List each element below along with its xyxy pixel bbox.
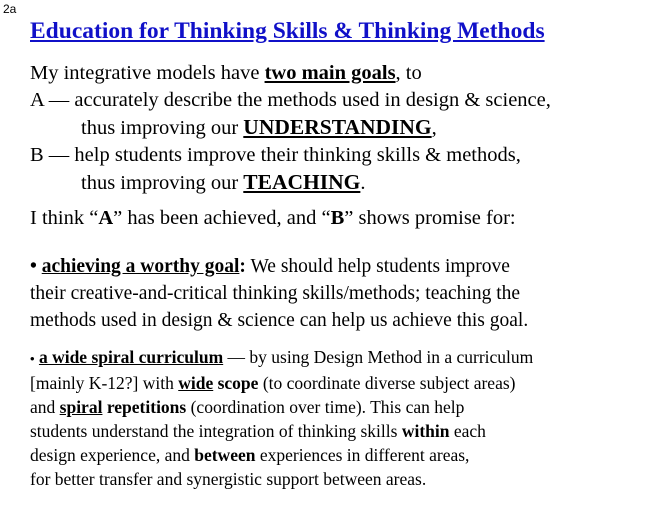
- bullet2-line-1: [30, 345, 533, 371]
- scope-text: scope: [213, 373, 259, 393]
- bullet1-line-1: [30, 253, 528, 280]
- within-text: within: [401, 421, 450, 441]
- understanding-text: UNDERSTANDING: [243, 115, 432, 139]
- bullet2-line-3: [30, 395, 533, 419]
- think-text-2: ” has been achieved, and “: [113, 207, 331, 229]
- goal-a-line-2: [30, 114, 551, 142]
- think-a-letter: A: [98, 207, 114, 229]
- bullet2-line-1-text: — by using Design Method in a curriculum: [223, 347, 534, 367]
- bullet-spiral-curriculum: [30, 345, 533, 491]
- goals-intro-line: [30, 60, 551, 87]
- goal-a-line-2-end: ,: [431, 117, 437, 139]
- bullet2-line-6: for better transfer and synergistic support between areas.: [30, 469, 427, 489]
- bullet1-line-3: methods used in design & science can help us achieve this goal.: [30, 310, 529, 331]
- think-text-3: ” shows promise for:: [344, 207, 516, 229]
- goal-a-line-1: A — accurately describe the methods used in design & science,: [30, 89, 551, 111]
- bullet2-line-5-text: design experience, and: [30, 445, 195, 465]
- bullet-marker: •: [30, 256, 37, 277]
- goal-a-line-2-text: thus improving our: [81, 117, 244, 139]
- bullet2-line-4-text: students understand the integration of thinking skills: [30, 421, 402, 441]
- goals-block: [30, 60, 551, 197]
- two-main-goals-text: two main goals: [264, 62, 396, 84]
- bullet2-line-2: [30, 371, 533, 395]
- bullet1-colon: :: [239, 256, 246, 277]
- bullet2-heading: a wide spiral curriculum: [38, 347, 224, 367]
- think-text-1: I think “: [30, 207, 99, 229]
- bullet2-line-2-text: [mainly K-12?] with: [30, 373, 179, 393]
- repetitions-text: repetitions: [102, 397, 187, 417]
- teaching-text: TEACHING: [243, 170, 361, 194]
- spiral-text: spiral: [59, 397, 103, 417]
- bullet1-heading: achieving a worthy goal: [41, 256, 240, 277]
- slide-number: 2a: [3, 2, 17, 16]
- goals-intro-end: , to: [395, 62, 422, 84]
- goal-b-line-1: B — help students improve their thinking skills & methods,: [30, 144, 521, 166]
- bullet2-line-2-end: (to coordinate diverse subject areas): [258, 373, 516, 393]
- bullet2-line-4-end: each: [449, 421, 486, 441]
- bullet2-line-4: [30, 419, 533, 443]
- wide-text: wide: [178, 373, 214, 393]
- bullet1-line-1-text: We should help students improve: [245, 256, 510, 277]
- bullet1-line-2: their creative-and-critical thinking skills/methods; teaching the: [30, 283, 521, 304]
- bullet2-line-3-end: (coordination over time). This can help: [186, 397, 465, 417]
- think-b-letter: B: [330, 207, 345, 229]
- goal-b-line-2-text: thus improving our: [81, 172, 244, 194]
- bullet2-line-5-end: experiences in different areas,: [255, 445, 470, 465]
- page-title: Education for Thinking Skills & Thinking Methods: [30, 18, 545, 44]
- goal-b-line-2: [30, 169, 551, 197]
- think-line: [30, 205, 516, 232]
- goal-b-line-2-end: .: [360, 172, 366, 194]
- bullet-worthy-goal: [30, 253, 528, 334]
- goals-intro-text: My integrative models have: [30, 62, 265, 84]
- bullet2-line-5: [30, 443, 533, 467]
- bullet2-line-3-text: and: [30, 397, 60, 417]
- between-text: between: [194, 445, 256, 465]
- bullet-marker: •: [30, 351, 35, 366]
